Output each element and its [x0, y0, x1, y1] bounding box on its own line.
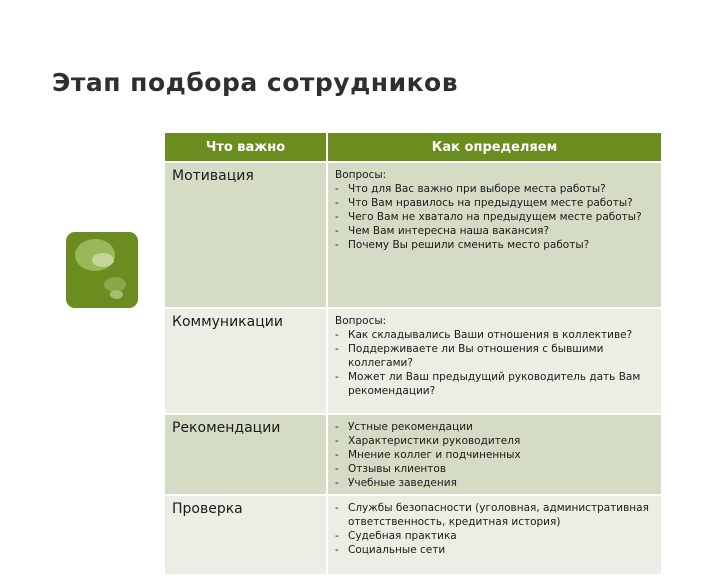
- row-details: [327, 162, 662, 308]
- list-item: - Поддерживаете ли Вы отношения с бывшими коллегами?: [335, 342, 654, 370]
- list-item: - Судебная практика: [335, 529, 654, 543]
- recruitment-table: [163, 131, 663, 576]
- header-how-determine: Как определяем: [327, 132, 662, 162]
- criteria-list: [335, 420, 654, 490]
- row-key: Мотивация: [164, 162, 327, 308]
- list-item: - Почему Вы решили сменить место работы?: [335, 238, 654, 252]
- list-item: - Чего Вам не хватало на предыдущем месте работы?: [335, 210, 654, 224]
- list-item: - Мнение коллег и подчиненных: [335, 448, 654, 462]
- questions-intro: Вопросы:: [335, 169, 387, 181]
- row-key: Проверка: [164, 495, 327, 575]
- criteria-list: [335, 182, 654, 252]
- row-details: [327, 308, 662, 414]
- list-item: - Что Вам нравилось на предыдущем месте работы?: [335, 196, 654, 210]
- row-key: Рекомендации: [164, 414, 327, 495]
- decorative-bubbles-icon: [66, 232, 138, 308]
- table-row: [164, 414, 662, 495]
- questions-intro: Вопросы:: [335, 315, 387, 327]
- list-item: - Отзывы клиентов: [335, 462, 654, 476]
- table-row: [164, 162, 662, 308]
- criteria-list: [335, 328, 654, 398]
- slide-title: Этап подбора сотрудников: [52, 68, 459, 97]
- row-details: [327, 495, 662, 575]
- list-item: - Социальные сети: [335, 543, 654, 557]
- table-row: [164, 495, 662, 575]
- list-item: - Учебные заведения: [335, 476, 654, 490]
- list-item: - Характеристики руководителя: [335, 434, 654, 448]
- list-item: - Может ли Ваш предыдущий руководитель дать Вам рекомендации?: [335, 370, 654, 398]
- row-details: [327, 414, 662, 495]
- header-what-matters: Что важно: [164, 132, 327, 162]
- criteria-list: [335, 501, 654, 557]
- list-item: - Как складывались Ваши отношения в коллективе?: [335, 328, 654, 342]
- list-item: - Устные рекомендации: [335, 420, 654, 434]
- table-header-row: [164, 132, 662, 162]
- list-item: - Чем Вам интересна наша вакансия?: [335, 224, 654, 238]
- list-item: - Что для Вас важно при выборе места работы?: [335, 182, 654, 196]
- list-item: - Службы безопасности (уголовная, административная ответственность, кредитная история): [335, 501, 654, 529]
- table-row: [164, 308, 662, 414]
- row-key: Коммуникации: [164, 308, 327, 414]
